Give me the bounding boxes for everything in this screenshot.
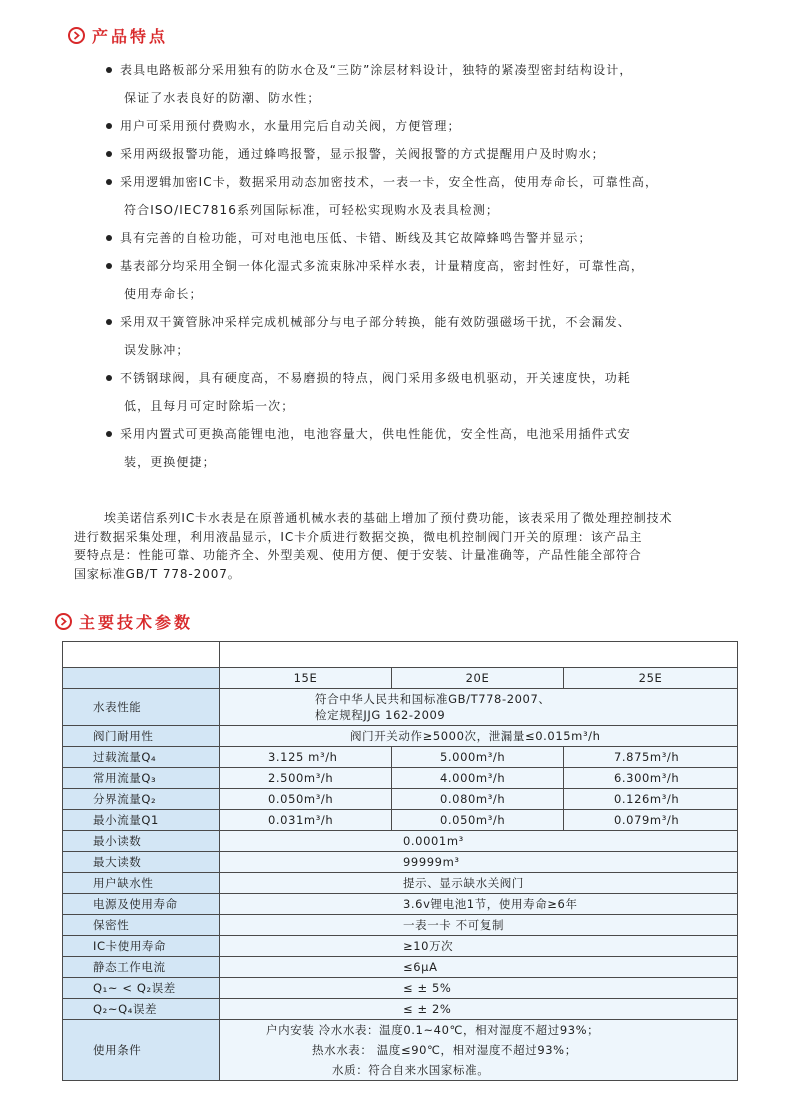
- table-row: [63, 747, 738, 768]
- table-row: [63, 810, 738, 831]
- section-header-specs: [55, 610, 193, 633]
- row-label: 用户缺水性: [63, 873, 220, 894]
- feature-text: 装，更换便捷；: [124, 455, 216, 469]
- feature-text: 基表部分均采用全铜一体化湿式多流束脉冲采样水表，计量精度高，密封性好，可靠性高，: [120, 259, 645, 273]
- feature-text: 用户可采用预付费购水，水量用完后自动关阀，方便管理；: [120, 119, 461, 133]
- table-row: [63, 831, 738, 852]
- row-value: 0.080m³/h: [392, 789, 564, 810]
- row-label: 阀门耐用性: [63, 726, 220, 747]
- row-value: 0.0001m³: [220, 831, 738, 852]
- model-row: [63, 668, 738, 689]
- chevron-right-icon: [68, 27, 85, 44]
- bullet-icon: [106, 67, 112, 73]
- row-label: 最小读数: [63, 831, 220, 852]
- row-value: ≤ ± 2%: [220, 999, 738, 1020]
- intro-paragraph: [74, 509, 774, 583]
- feature-text: 采用逻辑加密IC卡，数据采用动态加密技术，一表一卡，安全性高，使用寿命长，可靠性高，: [120, 175, 659, 189]
- table-row: [63, 852, 738, 873]
- row-value: 0.031m³/h: [220, 810, 392, 831]
- row-value: [220, 1020, 738, 1081]
- table-row: [63, 873, 738, 894]
- row-label: IC卡使用寿命: [63, 936, 220, 957]
- row-value: 提示、显示缺水关阀门: [220, 873, 738, 894]
- row-label: 静态工作电流: [63, 957, 220, 978]
- row-label: 保密性: [63, 915, 220, 936]
- feature-item: [106, 420, 756, 476]
- row-value: 2.500m³/h: [220, 768, 392, 789]
- row-label: 电源及使用寿命: [63, 894, 220, 915]
- table-row: [63, 689, 738, 726]
- table-row: [63, 936, 738, 957]
- table-row: [63, 894, 738, 915]
- model-cell: 15E: [220, 668, 392, 689]
- row-value: 0.079m³/h: [564, 810, 738, 831]
- feature-item: [106, 252, 756, 308]
- table-row: [63, 978, 738, 999]
- feature-item: [106, 112, 756, 140]
- row-value: 4.000m³/h: [392, 768, 564, 789]
- section-header-features: [68, 24, 168, 47]
- bullet-icon: [106, 375, 112, 381]
- row-value: ≥10万次: [220, 936, 738, 957]
- intro-line: 要特点是：性能可靠、功能齐全、外型美观、使用方便、便于安装、计量准确等，产品性能全部符合: [74, 548, 642, 562]
- table-row: [63, 957, 738, 978]
- row-value: 一表一卡 不可复制: [220, 915, 738, 936]
- table-row: [63, 915, 738, 936]
- value-line: 符合中华人民共和国标准GB/T778-2007、: [315, 692, 551, 706]
- value-line: 水质：符合自来水国家标准。: [332, 1063, 490, 1077]
- feature-item: [106, 224, 756, 252]
- intro-line: 进行数据采集处理，利用液晶显示，IC卡介质进行数据交换，微电机控制阀门开关的原理：该产品主: [74, 529, 643, 544]
- bullet-icon: [106, 319, 112, 325]
- section-title-specs: 主要技术参数: [79, 613, 194, 632]
- feature-item: [106, 56, 756, 112]
- feature-text: 采用双干簧管脉冲采样完成机械部分与电子部分转换，能有效防强磁场干扰，不会漏发、: [120, 315, 631, 329]
- row-value: [220, 689, 738, 726]
- row-label: 水表性能: [63, 689, 220, 726]
- feature-text: 不锈钢球阀，具有硬度高，不易磨损的特点，阀门采用多级电机驱动，开关速度快，功耗: [120, 371, 631, 385]
- value-line: 户内安装 冷水水表：温度0.1~40℃，相对湿度不超过93%；: [266, 1023, 600, 1037]
- row-value: ≤6μA: [220, 957, 738, 978]
- row-label: 最小流量Q1: [63, 810, 220, 831]
- row-value: 0.126m³/h: [564, 789, 738, 810]
- chevron-right-icon: [55, 613, 72, 630]
- row-label: 最大读数: [63, 852, 220, 873]
- table-header-blank-cell: [220, 642, 738, 668]
- feature-text: 低，且每月可定时除垢一次；: [124, 399, 295, 413]
- row-value: 0.050m³/h: [220, 789, 392, 810]
- row-value: 3.125 m³/h: [220, 747, 392, 768]
- feature-item: [106, 308, 756, 364]
- row-value: 阀门开关动作≥5000次，泄漏量≤0.015m³/h: [220, 726, 738, 747]
- intro-line: 国家标准GB/T 778-2007。: [74, 566, 241, 581]
- bullet-icon: [106, 151, 112, 157]
- section-title-features: 产品特点: [92, 27, 169, 46]
- row-label: 过载流量Q₄: [63, 747, 220, 768]
- table-row: [63, 789, 738, 810]
- row-value: ≤ ± 5%: [220, 978, 738, 999]
- bullet-icon: [106, 235, 112, 241]
- row-label: 使用条件: [63, 1020, 220, 1081]
- row-label: Q₂~Q₄误差: [63, 999, 220, 1020]
- bullet-icon: [106, 179, 112, 185]
- feature-text: 具有完善的自检功能，可对电池电压低、卡错、断线及其它故障蜂鸣告警并显示；: [120, 231, 592, 245]
- bullet-icon: [106, 431, 112, 437]
- model-cell: 20E: [392, 668, 564, 689]
- row-value: 6.300m³/h: [564, 768, 738, 789]
- feature-text: 保证了水表良好的防潮、防水性；: [124, 91, 321, 105]
- value-line: 检定规程JJG 162-2009: [315, 708, 446, 722]
- table-row: [63, 1020, 738, 1081]
- feature-text: 误发脉冲；: [124, 343, 190, 357]
- feature-item: [106, 140, 756, 168]
- row-label: 分界流量Q₂: [63, 789, 220, 810]
- row-value: 3.6v锂电池1节，使用寿命≥6年: [220, 894, 738, 915]
- row-value: 99999m³: [220, 852, 738, 873]
- feature-item: [106, 364, 756, 420]
- table-row: [63, 768, 738, 789]
- table-row: [63, 999, 738, 1020]
- row-value: 7.875m³/h: [564, 747, 738, 768]
- feature-text: 使用寿命长；: [124, 287, 203, 301]
- table-header-blank-row: [63, 642, 738, 668]
- row-label: Q₁~ < Q₂误差: [63, 978, 220, 999]
- table-corner-cell: [63, 642, 220, 668]
- feature-text: 采用内置式可更换高能锂电池，电池容量大，供电性能优，安全性高，电池采用插件式安: [120, 427, 631, 441]
- row-value: 5.000m³/h: [392, 747, 564, 768]
- feature-text: 采用两级报警功能，通过蜂鸣报警，显示报警，关阀报警的方式提醒用户及时购水；: [120, 147, 605, 161]
- row-value: 0.050m³/h: [392, 810, 564, 831]
- bullet-icon: [106, 123, 112, 129]
- model-label-cell: [63, 668, 220, 689]
- feature-text: 符合ISO/IEC7816系列国际标准，可轻松实现购水及表具检测；: [124, 203, 499, 217]
- bullet-icon: [106, 263, 112, 269]
- value-line: 热水水表： 温度≤90℃，相对湿度不超过93%；: [312, 1043, 577, 1057]
- feature-item: [106, 168, 756, 224]
- feature-text: 表具电路板部分采用独有的防水仓及“三防”涂层材料设计，独特的紧凑型密封结构设计，: [120, 63, 633, 77]
- intro-line: 埃美诺信系列IC卡水表是在原普通机械水表的基础上增加了预付费功能，该表采用了微处理控制技术: [104, 511, 673, 525]
- model-cell: 25E: [564, 668, 738, 689]
- feature-list: [106, 56, 756, 476]
- table-row: [63, 726, 738, 747]
- row-label: 常用流量Q₃: [63, 768, 220, 789]
- spec-table: [62, 641, 738, 1081]
